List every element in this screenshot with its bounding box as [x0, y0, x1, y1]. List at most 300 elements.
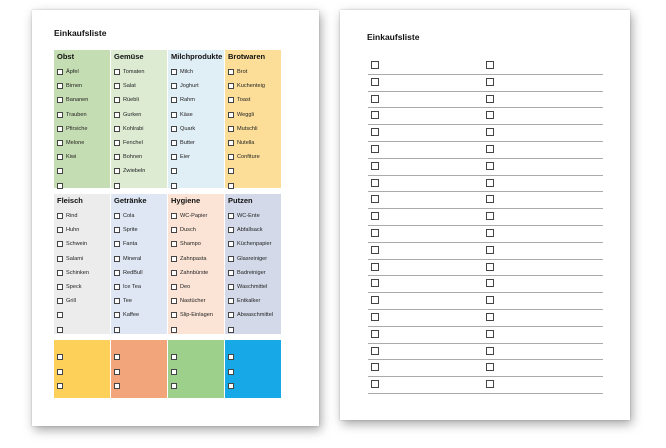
item-label: Toast — [237, 97, 251, 104]
item-label: Küchenpapier — [237, 241, 272, 248]
item-label: Speck — [66, 284, 82, 291]
category-header: Getränke — [114, 196, 147, 205]
checkbox[interactable] — [171, 168, 177, 174]
item-label: Rahm — [180, 97, 195, 104]
shopping-list-page-blank — [340, 10, 630, 420]
item-label: Sprite — [123, 227, 138, 234]
list-item — [171, 280, 222, 294]
blank-list-row — [483, 226, 603, 243]
blank-list-row — [368, 327, 483, 344]
checkbox[interactable] — [57, 312, 63, 318]
checkbox[interactable] — [371, 78, 379, 86]
checkbox[interactable] — [171, 241, 177, 247]
checkbox[interactable] — [171, 383, 177, 389]
list-item — [171, 108, 222, 122]
blank-item — [228, 379, 281, 394]
list-item — [114, 122, 165, 136]
list-item — [228, 237, 279, 251]
checkbox[interactable] — [57, 227, 63, 233]
item-label: Butter — [180, 140, 195, 147]
checkbox[interactable] — [371, 330, 379, 338]
checkbox[interactable] — [171, 97, 177, 103]
checkbox[interactable] — [57, 383, 63, 389]
item-label: Dusch — [180, 227, 196, 234]
checkbox[interactable] — [171, 154, 177, 160]
checkbox[interactable] — [371, 145, 379, 153]
blank-list-row — [483, 293, 603, 310]
list-item — [114, 280, 165, 294]
blank-list-row — [483, 327, 603, 344]
blank-list-row — [368, 377, 483, 394]
list-item — [114, 79, 165, 93]
checkbox[interactable] — [57, 183, 63, 189]
blank-list-row — [483, 92, 603, 109]
blank-list-row — [483, 243, 603, 260]
list-item — [171, 323, 222, 337]
list-item — [114, 223, 165, 237]
checkbox[interactable] — [114, 112, 120, 118]
checkbox[interactable] — [486, 212, 494, 220]
blank-list-row — [483, 108, 603, 125]
category-header: Putzen — [228, 196, 253, 205]
checkbox[interactable] — [114, 83, 120, 89]
checkbox[interactable] — [57, 69, 63, 75]
item-label: Tee — [123, 298, 133, 305]
blank-list-row — [483, 192, 603, 209]
checkbox[interactable] — [114, 284, 120, 290]
checkbox[interactable] — [57, 154, 63, 160]
checkbox[interactable] — [171, 256, 177, 262]
blank-list-row — [483, 176, 603, 193]
checkbox[interactable] — [57, 213, 63, 219]
list-item — [57, 150, 108, 164]
blank-list-row — [368, 58, 483, 75]
list-item — [114, 308, 165, 322]
checkbox[interactable] — [371, 195, 379, 203]
item-label: Käse — [180, 111, 193, 118]
checkbox[interactable] — [114, 369, 120, 375]
blank-list-row — [368, 108, 483, 125]
blank-item — [171, 365, 224, 380]
checkbox[interactable] — [171, 369, 177, 375]
category-2 — [168, 50, 224, 188]
list-item — [171, 164, 222, 178]
category-0 — [54, 50, 110, 188]
list-item — [57, 237, 108, 251]
checkbox[interactable] — [114, 126, 120, 132]
list-item — [114, 179, 165, 193]
checkbox[interactable] — [486, 95, 494, 103]
item-label: Schwein — [66, 241, 88, 248]
checkbox[interactable] — [57, 140, 63, 146]
checkbox[interactable] — [371, 246, 379, 254]
checkbox[interactable] — [486, 347, 494, 355]
item-label: Slip-Einlagen — [180, 312, 213, 319]
item-label: Waschmittel — [237, 284, 268, 291]
blank-list-row — [483, 75, 603, 92]
item-label: Bananen — [66, 97, 89, 104]
checkbox[interactable] — [57, 298, 63, 304]
item-label: Cola — [123, 213, 135, 220]
item-label: Fanta — [123, 241, 138, 248]
checkbox[interactable] — [228, 154, 234, 160]
checkbox[interactable] — [228, 284, 234, 290]
list-item — [57, 164, 108, 178]
blank-list-row — [368, 243, 483, 260]
item-label: Huhn — [66, 227, 80, 234]
checkbox[interactable] — [228, 327, 234, 333]
item-label: Badreiniger — [237, 269, 266, 276]
blank-item — [228, 350, 281, 365]
checkbox[interactable] — [171, 354, 177, 360]
item-label: Zwiebeln — [123, 168, 146, 175]
category-1 — [111, 50, 167, 188]
list-item — [57, 223, 108, 237]
blank-list-row — [368, 293, 483, 310]
checkbox[interactable] — [114, 213, 120, 219]
blank-list-row — [368, 310, 483, 327]
checkbox[interactable] — [228, 270, 234, 276]
list-item — [171, 122, 222, 136]
checkbox[interactable] — [228, 140, 234, 146]
blank-list-row — [368, 360, 483, 377]
list-item — [228, 65, 279, 79]
checkbox[interactable] — [114, 69, 120, 75]
blank-item — [57, 365, 110, 380]
checkbox[interactable] — [486, 263, 494, 271]
list-item — [171, 179, 222, 193]
checkbox[interactable] — [57, 112, 63, 118]
blank-list-row — [483, 209, 603, 226]
checkbox[interactable] — [486, 296, 494, 304]
list-item — [114, 150, 165, 164]
list-item — [114, 252, 165, 266]
item-label: Deo — [180, 284, 191, 291]
list-item — [228, 93, 279, 107]
list-item — [57, 323, 108, 337]
checkbox[interactable] — [228, 256, 234, 262]
checkbox[interactable] — [171, 227, 177, 233]
list-item — [114, 237, 165, 251]
checkbox[interactable] — [486, 380, 494, 388]
checkbox[interactable] — [171, 284, 177, 290]
item-label: Milch — [180, 69, 194, 76]
checkbox[interactable] — [486, 313, 494, 321]
list-item — [171, 150, 222, 164]
list-item — [228, 266, 279, 280]
blank-list-row — [368, 92, 483, 109]
checkbox[interactable] — [371, 111, 379, 119]
checkbox[interactable] — [171, 83, 177, 89]
list-item — [57, 179, 108, 193]
blank-item — [114, 365, 167, 380]
checkbox[interactable] — [486, 78, 494, 86]
category-3 — [225, 50, 281, 188]
checkbox[interactable] — [486, 128, 494, 136]
checkbox[interactable] — [171, 327, 177, 333]
blank-list-row — [368, 276, 483, 293]
blank-color-cell — [225, 340, 281, 398]
item-label: Brot — [237, 69, 248, 76]
checkbox[interactable] — [228, 83, 234, 89]
item-label: Nastücher — [180, 298, 206, 305]
list-item — [57, 122, 108, 136]
list-item — [57, 79, 108, 93]
checkbox[interactable] — [486, 61, 494, 69]
checkbox[interactable] — [57, 168, 63, 174]
checkbox[interactable] — [371, 296, 379, 304]
checkbox[interactable] — [371, 313, 379, 321]
item-label: WC-Ente — [237, 213, 260, 220]
checkbox[interactable] — [371, 263, 379, 271]
item-label: Pfirsiche — [66, 125, 88, 132]
blank-item — [171, 350, 224, 365]
item-label: WC-Papier — [180, 213, 208, 220]
checkbox[interactable] — [171, 298, 177, 304]
checkbox[interactable] — [57, 270, 63, 276]
checkbox[interactable] — [114, 97, 120, 103]
checkbox[interactable] — [114, 327, 120, 333]
checkbox[interactable] — [57, 241, 63, 247]
blank-list-row — [368, 125, 483, 142]
item-label: Schinken — [66, 269, 90, 276]
list-item — [228, 150, 279, 164]
checkbox[interactable] — [171, 213, 177, 219]
checkbox[interactable] — [114, 383, 120, 389]
checkbox[interactable] — [171, 312, 177, 318]
checkbox[interactable] — [228, 298, 234, 304]
checkbox[interactable] — [114, 183, 120, 189]
item-label: Mineral — [123, 255, 142, 262]
list-item — [57, 308, 108, 322]
item-label: Abwaschmittel — [237, 312, 274, 319]
checkbox[interactable] — [57, 354, 63, 360]
blank-list-row — [483, 260, 603, 277]
checkbox[interactable] — [228, 241, 234, 247]
checkbox[interactable] — [57, 83, 63, 89]
blank-item — [57, 379, 110, 394]
checkbox[interactable] — [171, 183, 177, 189]
checkbox[interactable] — [228, 168, 234, 174]
checkbox[interactable] — [57, 126, 63, 132]
list-item — [228, 108, 279, 122]
checkbox[interactable] — [171, 112, 177, 118]
item-label: Zahnpasta — [180, 255, 207, 262]
list-item — [228, 223, 279, 237]
checkbox[interactable] — [486, 162, 494, 170]
blank-list-row — [483, 159, 603, 176]
checkbox[interactable] — [228, 227, 234, 233]
list-item — [228, 252, 279, 266]
item-label: Tomaten — [123, 69, 145, 76]
checkbox[interactable] — [114, 256, 120, 262]
item-label: Nutella — [237, 140, 255, 147]
checkbox[interactable] — [57, 369, 63, 375]
blank-item — [114, 379, 167, 394]
item-label: Melone — [66, 140, 85, 147]
list-item — [171, 252, 222, 266]
list-item — [57, 108, 108, 122]
list-item — [171, 65, 222, 79]
checkbox[interactable] — [371, 128, 379, 136]
checkbox[interactable] — [57, 284, 63, 290]
item-label: Fenchel — [123, 140, 143, 147]
checkbox[interactable] — [486, 229, 494, 237]
item-label: Rind — [66, 213, 78, 220]
item-label: Kaffee — [123, 312, 140, 319]
list-item — [228, 122, 279, 136]
shopping-list-page-categorized — [32, 10, 319, 426]
list-item — [228, 308, 279, 322]
blank-list-column-left — [368, 58, 483, 394]
list-item — [228, 323, 279, 337]
checkbox[interactable] — [171, 270, 177, 276]
item-label: Trauben — [66, 111, 87, 118]
item-label: Zahnbürste — [180, 269, 209, 276]
item-label: Salami — [66, 255, 84, 262]
item-label: Rüebli — [123, 97, 139, 104]
list-item — [228, 179, 279, 193]
item-label: Quark — [180, 125, 196, 132]
list-item — [228, 164, 279, 178]
list-item — [114, 294, 165, 308]
checkbox[interactable] — [171, 69, 177, 75]
blank-list-row — [483, 125, 603, 142]
list-item — [114, 93, 165, 107]
blank-item — [171, 379, 224, 394]
category-header: Hygiene — [171, 196, 201, 205]
category-header: Obst — [57, 52, 75, 61]
blank-list-row — [483, 58, 603, 75]
blank-list-row — [368, 176, 483, 193]
blank-list-row — [483, 310, 603, 327]
blank-list-row — [368, 142, 483, 159]
checkbox[interactable] — [57, 97, 63, 103]
checkbox[interactable] — [114, 168, 120, 174]
blank-list-row — [368, 344, 483, 361]
item-label: Joghurt — [180, 83, 199, 90]
checkbox[interactable] — [228, 383, 234, 389]
blank-list-row — [483, 142, 603, 159]
checkbox[interactable] — [486, 179, 494, 187]
checkbox[interactable] — [114, 354, 120, 360]
list-item — [114, 209, 165, 223]
checkbox[interactable] — [486, 145, 494, 153]
item-label: Bohnen — [123, 154, 143, 161]
blank-list-row — [483, 276, 603, 293]
list-item — [57, 65, 108, 79]
item-label: Gurken — [123, 111, 142, 118]
checkbox[interactable] — [371, 61, 379, 69]
list-item — [114, 136, 165, 150]
blank-color-cell — [54, 340, 110, 398]
blank-list-column-right — [483, 58, 603, 394]
list-item — [171, 93, 222, 107]
blank-item — [114, 350, 167, 365]
checkbox[interactable] — [486, 111, 494, 119]
checkbox[interactable] — [228, 183, 234, 189]
list-item — [57, 266, 108, 280]
list-item — [114, 164, 165, 178]
checkbox[interactable] — [228, 354, 234, 360]
checkbox[interactable] — [114, 270, 120, 276]
checkbox[interactable] — [371, 162, 379, 170]
checkbox[interactable] — [114, 312, 120, 318]
item-label: Kohlrabi — [123, 125, 144, 132]
category-5 — [111, 194, 167, 334]
item-label: Abfallsack — [237, 227, 263, 234]
list-item — [114, 323, 165, 337]
category-7 — [225, 194, 281, 334]
item-label: Weggli — [237, 111, 254, 118]
checkbox[interactable] — [228, 369, 234, 375]
item-label: Kuchenteig — [237, 83, 265, 90]
checkbox[interactable] — [486, 279, 494, 287]
checkbox[interactable] — [486, 363, 494, 371]
list-item — [57, 294, 108, 308]
checkbox[interactable] — [228, 213, 234, 219]
checkbox[interactable] — [371, 363, 379, 371]
checkbox[interactable] — [114, 227, 120, 233]
checkbox[interactable] — [228, 112, 234, 118]
checkbox[interactable] — [486, 246, 494, 254]
list-item — [228, 209, 279, 223]
list-item — [228, 136, 279, 150]
checkbox[interactable] — [371, 347, 379, 355]
checkbox[interactable] — [114, 241, 120, 247]
checkbox[interactable] — [371, 212, 379, 220]
list-item — [171, 223, 222, 237]
item-label: Grill — [66, 298, 76, 305]
list-item — [171, 79, 222, 93]
category-header: Brotwaren — [228, 52, 266, 61]
blank-list-row — [368, 226, 483, 243]
blank-item — [57, 350, 110, 365]
checkbox[interactable] — [114, 140, 120, 146]
checkbox[interactable] — [486, 195, 494, 203]
item-label: Confiture — [237, 154, 260, 161]
category-header: Gemüse — [114, 52, 144, 61]
item-label: Eier — [180, 154, 190, 161]
checkbox[interactable] — [228, 126, 234, 132]
checkbox[interactable] — [371, 380, 379, 388]
checkbox[interactable] — [371, 179, 379, 187]
checkbox[interactable] — [228, 312, 234, 318]
list-item — [171, 308, 222, 322]
checkbox[interactable] — [371, 95, 379, 103]
list-item — [228, 294, 279, 308]
checkbox[interactable] — [371, 229, 379, 237]
checkbox[interactable] — [57, 327, 63, 333]
category-header: Milchprodukte — [171, 52, 223, 61]
checkbox[interactable] — [114, 298, 120, 304]
checkbox[interactable] — [371, 279, 379, 287]
list-item — [114, 108, 165, 122]
blank-list-row — [483, 360, 603, 377]
list-item — [171, 136, 222, 150]
checkbox[interactable] — [228, 97, 234, 103]
checkbox[interactable] — [171, 140, 177, 146]
checkbox[interactable] — [486, 330, 494, 338]
item-label: Entkalker — [237, 298, 261, 305]
checkbox[interactable] — [114, 154, 120, 160]
list-item — [114, 65, 165, 79]
checkbox[interactable] — [57, 256, 63, 262]
checkbox[interactable] — [171, 126, 177, 132]
list-item — [114, 266, 165, 280]
checkbox[interactable] — [228, 69, 234, 75]
item-label: RedBull — [123, 269, 143, 276]
